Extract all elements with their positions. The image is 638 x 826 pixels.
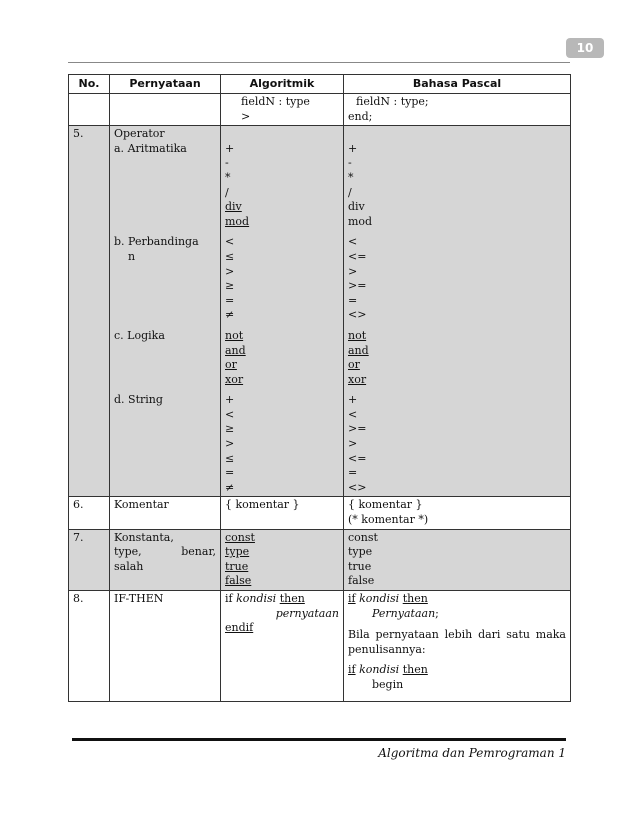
sub-aritmatika: a. Aritmatika	[114, 141, 187, 155]
top-rule	[68, 62, 570, 63]
sub-logika: c. Logika	[114, 328, 165, 342]
table-row-komentar: 6. Komentar { komentar } { komentar } (* komentar *)	[69, 497, 571, 529]
sub-string: d. String	[114, 393, 163, 407]
alg-cell: + - * / div mod < ≤ > ≥ = ≠ not and or xor + < ≥ > ≤ = ≠	[221, 126, 344, 497]
footer-title: Algoritma dan Pemrograman 1	[378, 746, 566, 760]
alg-cell: fieldN : type >	[221, 94, 344, 126]
page-number-badge: 10	[566, 38, 604, 58]
pascal-cell: + - * / div mod < <= > >= = <> not and or xor + < >= > <= = <>	[344, 126, 571, 497]
table-row-if-then: 8. IF-THEN if kondisi then pernyataan endif if kondisi then Pernyataan; Bila pernyataan lebih dari satu maka penulisannya: if kondisi then begin	[69, 591, 571, 702]
header-no: No.	[69, 75, 110, 94]
table-row-continued	[69, 94, 571, 126]
table-row-konstanta: 7. Konstanta, type, benar, salah const type true false const type true false	[69, 529, 571, 590]
table-header-row	[69, 75, 571, 94]
header-pernyataan: Pernyataan	[110, 75, 221, 94]
header-algoritmik: Algoritmik	[221, 75, 344, 94]
pascal-cell: fieldN : type; end;	[344, 94, 571, 126]
statement-cell: Operator a. Aritmatika b. Perbandinga n c. Logika d. String	[110, 126, 221, 497]
table-row-operator	[69, 126, 571, 497]
bottom-rule	[72, 738, 566, 741]
header-pascal: Bahasa Pascal	[344, 75, 571, 94]
row-number: 5.	[69, 126, 110, 497]
operator-table	[68, 74, 571, 702]
sub-perbandingan: b. Perbandinga	[114, 235, 199, 249]
